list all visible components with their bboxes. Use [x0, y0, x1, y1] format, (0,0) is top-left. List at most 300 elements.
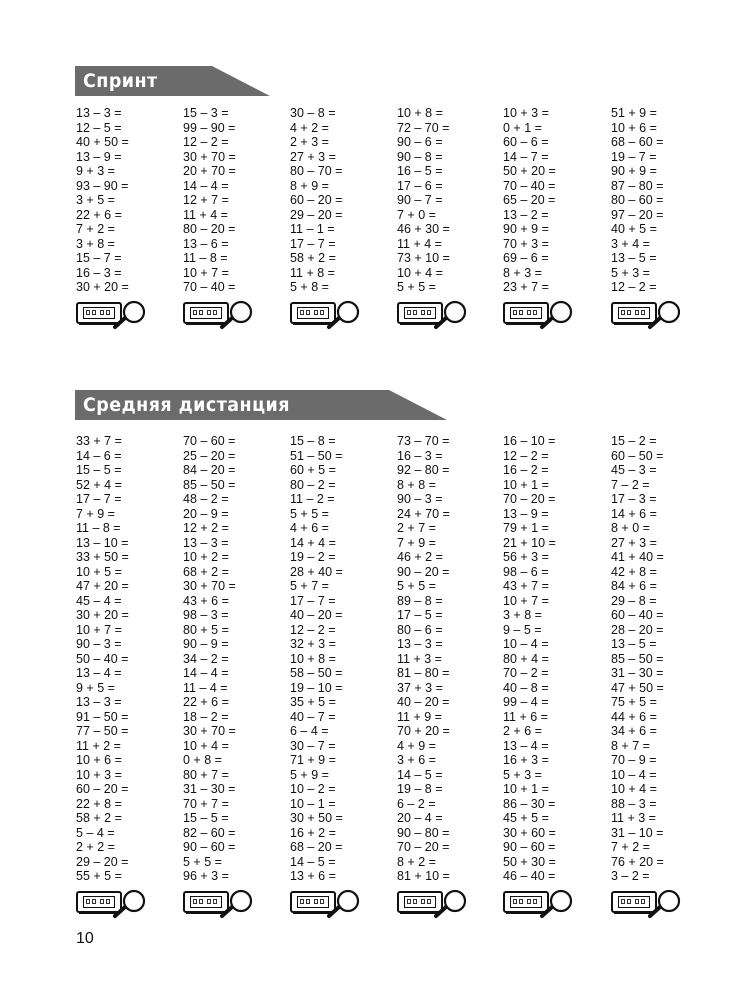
exercise: 86 – 30 =	[503, 796, 556, 811]
exercise: 40 – 20 =	[397, 695, 450, 709]
exercise: 21 + 10 =	[503, 535, 556, 550]
exercise: 15 – 2 =	[611, 434, 657, 448]
exercise: 27 + 3 =	[290, 149, 336, 164]
exercise: 15 – 7 =	[76, 251, 122, 265]
exercise-column	[503, 106, 613, 295]
exercise: 68 – 20 =	[290, 840, 343, 854]
exercise: 17 – 7 =	[290, 593, 336, 608]
exercise: 82 – 60 =	[183, 825, 236, 840]
exercise: 99 – 4 =	[503, 695, 549, 709]
exercise-column	[290, 106, 400, 295]
exercise: 10 + 5 =	[76, 564, 122, 579]
timer-display	[297, 896, 329, 908]
exercise: 6 – 2 =	[397, 796, 436, 811]
exercise: 55 + 5 =	[76, 869, 122, 883]
exercise: 10 + 4 =	[397, 265, 443, 280]
exercise: 11 – 8 =	[76, 521, 121, 535]
exercise: 75 + 5 =	[611, 695, 657, 709]
exercise: 7 + 0 =	[397, 207, 436, 222]
exercise: 79 + 1 =	[503, 521, 549, 535]
exercise: 89 – 8 =	[397, 593, 443, 608]
exercise: 77 – 50 =	[76, 724, 129, 738]
exercise: 28 – 20 =	[611, 622, 664, 637]
exercise: 68 – 60 =	[611, 135, 664, 149]
exercise: 10 + 7 =	[183, 265, 229, 280]
exercise: 13 – 9 =	[503, 506, 549, 521]
exercise: 17 – 7 =	[290, 236, 336, 251]
exercise: 14 – 4 =	[183, 178, 229, 193]
exercise: 93 – 90 =	[76, 178, 129, 193]
timer-display	[404, 307, 436, 319]
exercise: 16 – 10 =	[503, 434, 556, 448]
exercise-column	[611, 106, 721, 295]
magnifier-icon	[539, 300, 575, 330]
exercise: 70 – 20 =	[503, 492, 556, 506]
exercise: 22 + 6 =	[183, 695, 229, 709]
exercise: 16 – 3 =	[397, 448, 443, 463]
exercise: 40 – 8 =	[503, 680, 549, 695]
exercise: 11 + 6 =	[503, 709, 548, 724]
exercise: 90 – 9 =	[183, 637, 229, 651]
magnifier-icon	[433, 889, 469, 919]
exercise: 51 – 50 =	[290, 448, 343, 463]
exercise: 60 + 5 =	[290, 463, 336, 477]
timer-display	[404, 896, 436, 908]
exercise: 16 + 3 =	[503, 753, 549, 767]
magnifier-icon	[219, 300, 255, 330]
magnifier-icon	[326, 889, 362, 919]
exercise: 60 – 50 =	[611, 448, 664, 463]
exercise: 7 + 2 =	[76, 222, 115, 236]
exercise: 34 – 2 =	[183, 651, 229, 666]
exercise: 8 + 9 =	[290, 178, 329, 193]
exercise: 20 + 70 =	[183, 164, 236, 178]
exercise: 71 + 9 =	[290, 753, 336, 767]
exercise: 3 + 8 =	[76, 236, 115, 251]
exercise: 80 + 4 =	[503, 651, 549, 666]
timer-display	[190, 896, 222, 908]
exercise: 30 + 70 =	[183, 724, 236, 738]
exercise: 58 – 50 =	[290, 666, 343, 680]
exercise: 11 + 4 =	[183, 207, 228, 222]
exercise: 52 + 4 =	[76, 477, 122, 492]
exercise: 8 + 3 =	[503, 265, 542, 280]
exercise: 13 – 3 =	[76, 106, 122, 120]
exercise: 2 + 2 =	[76, 840, 115, 854]
exercise-column	[290, 434, 400, 884]
exercise: 9 + 5 =	[76, 680, 115, 695]
exercise: 45 + 5 =	[503, 811, 549, 825]
exercise: 13 – 4 =	[76, 666, 122, 680]
exercise: 13 – 9 =	[76, 149, 122, 164]
timer-display	[83, 307, 115, 319]
exercise: 35 + 5 =	[290, 695, 336, 709]
exercise: 70 – 9 =	[611, 753, 657, 767]
exercise: 30 + 70 =	[183, 149, 236, 164]
exercise: 10 + 6 =	[611, 120, 657, 135]
exercise: 11 + 2 =	[76, 738, 121, 753]
exercise-column	[76, 106, 186, 295]
exercise: 18 – 2 =	[183, 709, 229, 724]
exercise: 80 – 6 =	[397, 622, 443, 637]
exercise: 10 + 7 =	[76, 622, 122, 637]
exercise: 19 – 7 =	[611, 149, 657, 164]
timer-display	[618, 896, 650, 908]
exercise: 10 + 6 =	[76, 753, 122, 767]
exercise: 34 + 6 =	[611, 724, 657, 738]
exercise: 5 + 3 =	[611, 265, 650, 280]
timer-display	[297, 307, 329, 319]
exercise: 88 – 3 =	[611, 796, 657, 811]
exercise: 60 – 20 =	[290, 193, 343, 207]
exercise: 0 + 8 =	[183, 753, 222, 767]
exercise: 97 – 20 =	[611, 207, 664, 222]
exercise: 73 – 70 =	[397, 434, 450, 448]
exercise: 15 – 3 =	[183, 106, 229, 120]
exercise: 90 – 80 =	[397, 825, 450, 840]
exercise: 80 + 7 =	[183, 767, 229, 782]
exercise: 40 + 50 =	[76, 135, 129, 149]
exercise: 5 + 7 =	[290, 579, 329, 593]
exercise: 0 + 1 =	[503, 120, 542, 135]
exercise: 91 – 50 =	[76, 709, 129, 724]
exercise: 5 + 5 =	[183, 854, 222, 869]
magnifier-icon	[112, 300, 148, 330]
exercise: 10 + 7 =	[503, 593, 549, 608]
exercise: 70 + 3 =	[503, 236, 549, 251]
exercise: 87 – 80 =	[611, 178, 664, 193]
exercise: 90 – 3 =	[397, 492, 443, 506]
exercise: 70 – 2 =	[503, 666, 549, 680]
exercise: 13 + 6 =	[290, 869, 336, 883]
exercise: 46 + 30 =	[397, 222, 450, 236]
exercise: 50 – 40 =	[76, 651, 129, 666]
timer-check-tool	[397, 887, 469, 919]
exercise: 8 + 2 =	[397, 854, 436, 869]
exercise: 23 + 7 =	[503, 280, 549, 294]
exercise: 12 + 2 =	[183, 521, 229, 535]
exercise: 10 – 1 =	[290, 796, 336, 811]
exercise: 17 – 6 =	[397, 178, 443, 193]
exercise: 29 – 20 =	[290, 207, 343, 222]
exercise: 30 – 7 =	[290, 738, 336, 753]
exercise: 9 + 3 =	[76, 164, 115, 178]
exercise: 12 – 5 =	[76, 120, 122, 135]
exercise: 65 – 20 =	[503, 193, 556, 207]
exercise: 51 + 9 =	[611, 106, 657, 120]
exercise: 45 – 3 =	[611, 463, 657, 477]
exercise: 44 + 6 =	[611, 709, 657, 724]
exercise: 56 + 3 =	[503, 550, 549, 564]
exercise: 80 – 60 =	[611, 193, 664, 207]
exercise: 13 – 4 =	[503, 738, 549, 753]
exercise: 7 + 2 =	[611, 840, 650, 854]
exercise: 8 + 7 =	[611, 738, 650, 753]
exercise: 6 – 4 =	[290, 724, 329, 738]
exercise-column	[503, 434, 613, 884]
exercise: 40 + 5 =	[611, 222, 657, 236]
exercise: 80 – 70 =	[290, 164, 343, 178]
exercise: 5 + 5 =	[397, 280, 436, 294]
exercise: 90 – 6 =	[397, 135, 443, 149]
exercise: 29 – 20 =	[76, 854, 129, 869]
exercise: 4 + 6 =	[290, 521, 329, 535]
exercise: 90 – 8 =	[397, 149, 443, 164]
exercise: 3 + 8 =	[503, 608, 542, 622]
exercise: 4 + 9 =	[397, 738, 436, 753]
exercise: 29 – 8 =	[611, 593, 657, 608]
exercise-column	[611, 434, 721, 884]
exercise: 85 – 50 =	[611, 651, 664, 666]
exercise: 98 – 6 =	[503, 564, 549, 579]
exercise: 25 – 20 =	[183, 448, 236, 463]
exercise: 19 – 10 =	[290, 680, 343, 695]
exercise: 27 + 3 =	[611, 535, 657, 550]
timer-check-tool	[290, 887, 362, 919]
exercise: 60 – 40 =	[611, 608, 664, 622]
exercise: 31 – 30 =	[611, 666, 664, 680]
exercise: 10 + 2 =	[183, 550, 229, 564]
exercise: 46 + 2 =	[397, 550, 443, 564]
exercise: 11 – 1 =	[290, 222, 335, 236]
exercise: 84 + 6 =	[611, 579, 657, 593]
exercise: 2 + 3 =	[290, 135, 329, 149]
exercise: 90 – 20 =	[397, 564, 450, 579]
exercise: 70 + 7 =	[183, 796, 229, 811]
exercise: 13 – 5 =	[611, 637, 657, 651]
exercise: 33 + 50 =	[76, 550, 129, 564]
exercise: 69 – 6 =	[503, 251, 549, 265]
exercise: 10 – 4 =	[503, 637, 549, 651]
timer-display	[190, 307, 222, 319]
exercise: 5 + 3 =	[503, 767, 542, 782]
timer-check-tool	[290, 298, 362, 330]
exercise: 2 + 7 =	[397, 521, 436, 535]
exercise: 10 + 4 =	[183, 738, 229, 753]
exercise-column	[397, 106, 507, 295]
timer-check-tool	[503, 298, 575, 330]
exercise: 22 + 8 =	[76, 796, 122, 811]
exercise: 11 – 4 =	[183, 680, 228, 695]
timer-display	[510, 307, 542, 319]
exercise-column	[397, 434, 507, 884]
exercise: 12 + 7 =	[183, 193, 229, 207]
timer-check-tool	[183, 298, 255, 330]
exercise: 10 + 1 =	[503, 782, 549, 796]
exercise: 13 – 6 =	[183, 236, 229, 251]
exercise: 47 + 50 =	[611, 680, 664, 695]
exercise: 30 + 20 =	[76, 280, 129, 294]
exercise: 85 – 50 =	[183, 477, 236, 492]
exercise: 14 – 6 =	[76, 448, 122, 463]
exercise: 17 – 5 =	[397, 608, 443, 622]
exercise: 13 – 3 =	[183, 535, 229, 550]
exercise: 30 + 70 =	[183, 579, 236, 593]
exercise: 5 + 9 =	[290, 767, 329, 782]
exercise: 20 – 9 =	[183, 506, 229, 521]
page-number: 10	[76, 930, 94, 947]
exercise: 12 – 2 =	[290, 622, 336, 637]
exercise: 14 + 4 =	[290, 535, 336, 550]
exercise: 8 + 8 =	[397, 477, 436, 492]
exercise: 5 + 5 =	[397, 579, 436, 593]
exercise: 10 + 8 =	[290, 651, 336, 666]
exercise: 96 + 3 =	[183, 869, 229, 883]
exercise: 17 – 7 =	[76, 492, 122, 506]
exercise: 22 + 6 =	[76, 207, 122, 222]
exercise: 90 – 3 =	[76, 637, 122, 651]
exercise: 4 + 2 =	[290, 120, 329, 135]
exercise: 9 – 5 =	[503, 622, 542, 637]
exercise: 3 + 4 =	[611, 236, 650, 251]
exercise: 58 + 2 =	[76, 811, 122, 825]
exercise: 11 – 8 =	[183, 251, 228, 265]
exercise: 7 + 9 =	[397, 535, 436, 550]
timer-check-tool	[611, 887, 683, 919]
exercise: 5 – 4 =	[76, 825, 115, 840]
exercise: 76 + 20 =	[611, 854, 664, 869]
exercise-column	[183, 434, 293, 884]
exercise: 32 + 3 =	[290, 637, 336, 651]
timer-display	[83, 896, 115, 908]
exercise: 60 – 20 =	[76, 782, 129, 796]
exercise: 98 – 3 =	[183, 608, 229, 622]
exercise: 72 – 70 =	[397, 120, 450, 135]
exercise: 15 – 8 =	[290, 434, 336, 448]
magnifier-icon	[539, 889, 575, 919]
timer-check-tool	[503, 887, 575, 919]
exercise: 60 – 6 =	[503, 135, 549, 149]
exercise: 30 + 50 =	[290, 811, 343, 825]
exercise: 99 – 90 =	[183, 120, 236, 135]
exercise-column	[76, 434, 186, 884]
timer-check-tool	[183, 887, 255, 919]
section-title: Спринт	[83, 70, 158, 92]
exercise: 10 + 4 =	[611, 782, 657, 796]
exercise: 5 + 8 =	[290, 280, 329, 294]
exercise: 7 – 2 =	[611, 477, 650, 492]
exercise: 10 + 1 =	[503, 477, 549, 492]
exercise: 8 + 0 =	[611, 521, 650, 535]
exercise: 37 + 3 =	[397, 680, 443, 695]
exercise: 3 + 6 =	[397, 753, 436, 767]
exercise: 13 – 10 =	[76, 535, 129, 550]
exercise: 30 – 8 =	[290, 106, 336, 120]
exercise: 10 + 3 =	[76, 767, 122, 782]
exercise: 30 + 20 =	[76, 608, 129, 622]
exercise: 5 + 5 =	[290, 506, 329, 521]
exercise: 33 + 7 =	[76, 434, 122, 448]
exercise: 80 + 5 =	[183, 622, 229, 637]
exercise: 70 – 20 =	[397, 840, 450, 854]
exercise: 70 + 20 =	[397, 724, 450, 738]
exercise: 70 – 60 =	[183, 434, 236, 448]
exercise: 48 – 2 =	[183, 492, 229, 506]
timer-display	[618, 307, 650, 319]
section-banner	[75, 66, 270, 96]
timer-check-tool	[611, 298, 683, 330]
exercise: 7 + 9 =	[76, 506, 115, 521]
exercise: 14 – 5 =	[290, 854, 336, 869]
exercise: 11 + 3 =	[397, 651, 442, 666]
magnifier-icon	[647, 300, 683, 330]
exercise: 16 – 2 =	[503, 463, 549, 477]
exercise: 40 – 7 =	[290, 709, 336, 724]
timer-check-tool	[76, 887, 148, 919]
exercise: 14 – 4 =	[183, 666, 229, 680]
exercise: 3 – 2 =	[611, 869, 650, 883]
exercise: 92 – 80 =	[397, 463, 450, 477]
exercise: 13 – 2 =	[503, 207, 549, 222]
exercise: 43 + 6 =	[183, 593, 229, 608]
exercise: 90 – 7 =	[397, 193, 443, 207]
exercise: 15 – 5 =	[76, 463, 122, 477]
exercise: 40 – 20 =	[290, 608, 343, 622]
exercise: 17 – 3 =	[611, 492, 657, 506]
exercise: 42 + 8 =	[611, 564, 657, 579]
exercise: 43 + 7 =	[503, 579, 549, 593]
exercise: 84 – 20 =	[183, 463, 236, 477]
exercise: 81 + 10 =	[397, 869, 450, 883]
exercise: 15 – 5 =	[183, 811, 229, 825]
section-banner	[75, 390, 447, 420]
exercise: 10 + 3 =	[503, 106, 549, 120]
exercise: 10 + 8 =	[397, 106, 443, 120]
exercise: 47 + 20 =	[76, 579, 129, 593]
exercise: 90 – 60 =	[503, 840, 556, 854]
exercise: 11 + 3 =	[611, 811, 656, 825]
exercise: 3 + 5 =	[76, 193, 115, 207]
magnifier-icon	[112, 889, 148, 919]
exercise: 58 + 2 =	[290, 251, 336, 265]
exercise: 70 – 40 =	[183, 280, 236, 294]
exercise: 90 – 60 =	[183, 840, 236, 854]
exercise: 70 – 40 =	[503, 178, 556, 193]
exercise: 11 + 9 =	[397, 709, 442, 724]
exercise: 41 + 40 =	[611, 550, 664, 564]
exercise: 80 – 2 =	[290, 477, 336, 492]
exercise: 24 + 70 =	[397, 506, 450, 521]
exercise: 80 – 20 =	[183, 222, 236, 236]
magnifier-icon	[647, 889, 683, 919]
exercise: 11 – 2 =	[290, 492, 335, 506]
exercise: 20 – 4 =	[397, 811, 443, 825]
exercise: 10 – 2 =	[290, 782, 336, 796]
exercise: 12 – 2 =	[183, 135, 229, 149]
exercise: 13 – 5 =	[611, 251, 657, 265]
exercise: 14 – 5 =	[397, 767, 443, 782]
exercise: 90 + 9 =	[503, 222, 549, 236]
section-title: Средняя дистанция	[83, 394, 290, 416]
magnifier-icon	[433, 300, 469, 330]
exercise: 50 + 20 =	[503, 164, 556, 178]
exercise: 81 – 80 =	[397, 666, 450, 680]
exercise: 68 + 2 =	[183, 564, 229, 579]
timer-check-tool	[76, 298, 148, 330]
exercise: 46 – 40 =	[503, 869, 556, 883]
magnifier-icon	[219, 889, 255, 919]
exercise: 16 – 3 =	[76, 265, 122, 280]
exercise: 11 + 4 =	[397, 236, 442, 251]
exercise: 31 – 30 =	[183, 782, 236, 796]
exercise: 30 + 60 =	[503, 825, 556, 840]
exercise: 13 – 3 =	[76, 695, 122, 709]
timer-check-tool	[397, 298, 469, 330]
magnifier-icon	[326, 300, 362, 330]
exercise-column	[183, 106, 293, 295]
exercise: 2 + 6 =	[503, 724, 542, 738]
exercise: 14 + 6 =	[611, 506, 657, 521]
